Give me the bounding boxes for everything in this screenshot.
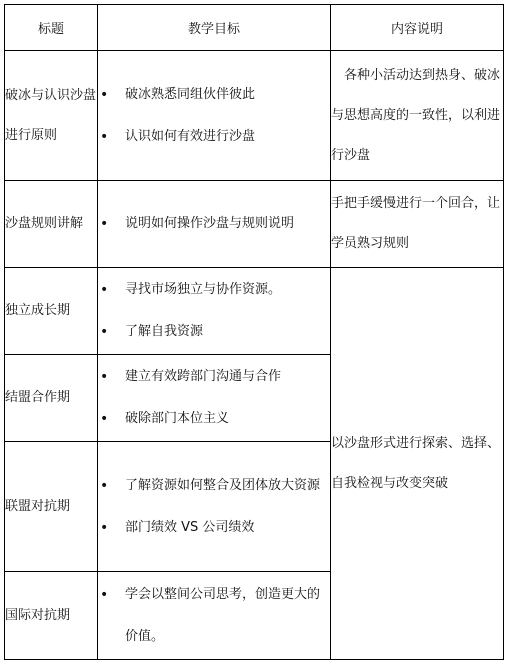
row-title: 国际对抗期 <box>5 572 98 660</box>
goal-text: 认识如何有效进行沙盘 <box>125 128 256 144</box>
goal-text: 学会以整间公司思考，创造更大的价值。 <box>125 586 321 644</box>
header-title: 标题 <box>5 5 98 51</box>
bullet-icon: • <box>100 216 109 232</box>
row-title: 独立成长期 <box>5 268 98 355</box>
goal-text: 了解自我资源 <box>125 324 204 339</box>
row-goals <box>98 572 331 660</box>
list-item <box>98 311 330 353</box>
row-goals <box>98 355 331 442</box>
header-goal: 教学目标 <box>98 5 331 51</box>
bullet-icon: • <box>100 128 109 145</box>
table-header-row <box>5 5 504 51</box>
list-item <box>98 465 330 507</box>
list-item <box>98 574 330 658</box>
row-goals <box>98 442 331 572</box>
row-desc: 各种小活动达到热身、破冰与思想高度的一致性，以利进行沙盘 <box>331 51 504 181</box>
bullet-icon: • <box>100 324 109 340</box>
list-item <box>98 398 330 440</box>
goal-text: 建立有效跨部门沟通与合作 <box>125 369 282 384</box>
row-goals <box>98 268 331 355</box>
list-item <box>98 74 330 116</box>
list-item <box>98 507 330 549</box>
row-desc: 手把手缓慢进行一个回合，让学员熟习规则 <box>331 181 504 268</box>
list-item <box>98 116 330 158</box>
course-table <box>4 4 504 660</box>
list-item <box>98 356 330 398</box>
bullet-icon: • <box>100 86 109 103</box>
merged-desc: 以沙盘形式进行探索、选择、自我检视与改变突破 <box>331 268 504 660</box>
bullet-icon: • <box>100 411 109 427</box>
row-goals <box>98 51 331 181</box>
table-row <box>5 268 504 355</box>
table-row <box>5 51 504 181</box>
bullet-icon: • <box>100 519 109 536</box>
list-item <box>98 203 330 245</box>
bullet-icon: • <box>100 282 109 298</box>
goal-text: 说明如何操作沙盘与规则说明 <box>125 216 295 231</box>
goal-text: 部门绩效 VS 公司绩效 <box>125 519 255 535</box>
goal-text: 寻找市场独立与协作资源。 <box>125 282 282 297</box>
row-title: 结盟合作期 <box>5 355 98 442</box>
row-goals <box>98 181 331 268</box>
header-desc: 内容说明 <box>331 5 504 51</box>
goal-text: 了解资源如何整合及团体放大资源 <box>125 477 321 493</box>
bullet-icon: • <box>100 477 109 494</box>
bullet-icon: • <box>100 586 109 603</box>
bullet-icon: • <box>100 369 109 385</box>
goal-text: 破冰熟悉同组伙伴彼此 <box>125 86 256 102</box>
row-title: 破冰与认识沙盘进行原则 <box>5 51 98 181</box>
goal-text: 破除部门本位主义 <box>125 411 230 426</box>
list-item <box>98 269 330 311</box>
row-title: 联盟对抗期 <box>5 442 98 572</box>
row-title: 沙盘规则讲解 <box>5 181 98 268</box>
table-row <box>5 181 504 268</box>
